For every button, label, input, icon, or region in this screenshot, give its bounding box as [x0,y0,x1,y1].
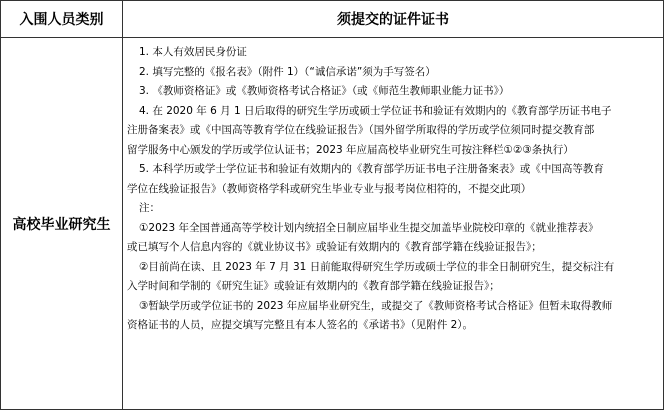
table-row [1,38,664,410]
note-1: ①2023 年全国普通高等学校计划内统招全日制应届毕业生提交加盖毕业院校印章的《就业推荐表》 [139,221,599,234]
documents-cell [123,38,664,410]
header-category: 入围人员类别 [1,1,123,38]
doc-line-2: 2. 填写完整的《报名表》（附件 1）（“诚信承诺”须为手写签名） [139,65,436,78]
note-3-cont: 资格证书的人员，应提交填写完整且有本人签名的《承诺书》（见附件 2）。 [127,319,474,331]
doc-line-1: 1. 本人有效居民身份证 [139,46,247,58]
header-documents: 须提交的证件证书 [123,1,664,38]
note-3: ③暂缺学历或学位证书的 2023 年应届毕业研究生，或提交了《教师资格考试合格证》但暂未取得教师 [139,299,613,312]
doc-line-4-cont-1: 注册备案表》或《中国高等教育学位在线验证报告》（国外留学所取得的学历或学位须同时提交教育部 [127,124,595,136]
doc-line-5-cont: 学位在线验证报告》（教师资格学科或研究生毕业专业与报考岗位相符的，不提交此项） [127,182,532,195]
doc-line-5: 5. 本科学历或学士学位证书和验证有效期内的《教育部学历证书电子注册备案表》或《中国高等教育 [139,163,604,175]
note-heading: 注： [139,202,160,214]
note-1-cont: 或已填写个人信息内容的《就业协议书》或验证有效期内的《教育部学籍在线验证报告》； [127,241,542,253]
doc-line-4: 4. 在 2020 年 6 月 1 日后取得的研究生学历或硕士学位证书和验证有效期内的《教育部学历证书电子 [139,104,612,117]
doc-line-4-cont-2: 留学服务中心颁发的学历或学位认证书；2023 年应届高校毕业研究生可按注释栏①②③条执行） [127,143,574,156]
note-2: ②目前尚在读、且 2023 年 7 月 31 日前能取得研究生学历或硕士学位的非全日制研究生，提交标注有 [139,260,615,273]
note-2-cont: 入学时间和学制的《研究生证》或验证有效期内的《教育部学籍在线验证报告》； [127,280,500,292]
table-header-row [1,1,664,38]
category-cell: 高校毕业研究生 [1,38,123,410]
doc-line-3: 3. 《教师资格证》或《教师资格考试合格证》（或《师范生教师职业能力证书》） [139,85,510,97]
